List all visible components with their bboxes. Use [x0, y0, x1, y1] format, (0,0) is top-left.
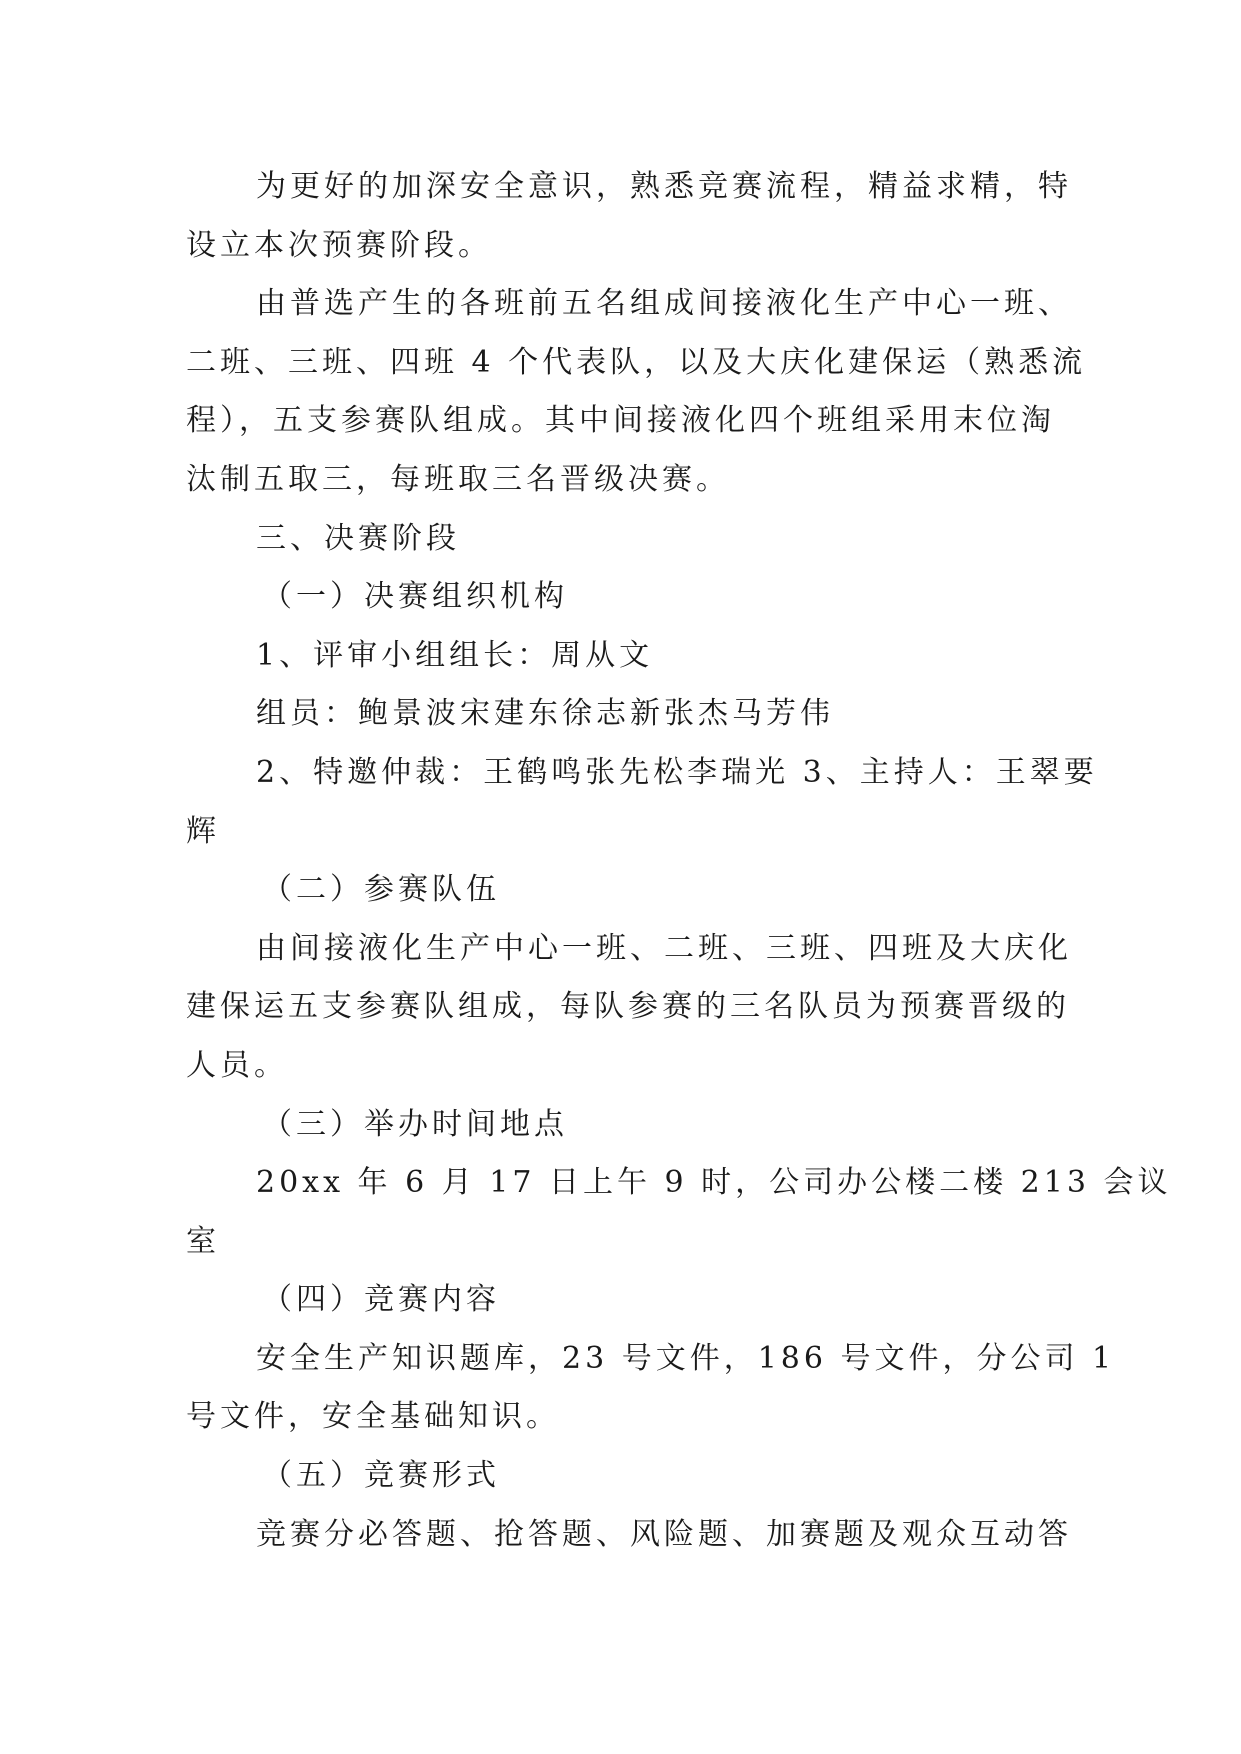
paragraph-line: 2、特邀仲裁：王鹤鸣张先松李瑞光 3、主持人：王翠要	[256, 754, 1098, 790]
paragraph-line: 由间接液化生产中心一班、二班、三班、四班及大庆化	[256, 930, 1072, 966]
paragraph-line: 汰制五取三，每班取三名晋级决赛。	[186, 461, 730, 497]
paragraph-line: 建保运五支参赛队组成，每队参赛的三名队员为预赛晋级的	[186, 989, 1070, 1025]
paragraph-line: 20xx 年 6 月 17 日上午 9 时，公司办公楼二楼 213 会议	[256, 1165, 1172, 1201]
paragraph-line: 室	[186, 1223, 220, 1259]
paragraph-line: 1、评审小组组长：周从文	[256, 637, 654, 673]
paragraph-line: 二班、三班、四班 4 个代表队，以及大庆化建保运（熟悉流	[186, 344, 1087, 380]
paragraph-line: 设立本次预赛阶段。	[186, 227, 492, 263]
paragraph-line: 由普选产生的各班前五名组成间接液化生产中心一班、	[256, 286, 1072, 322]
paragraph-line: 辉	[186, 813, 220, 849]
section-heading: 三、决赛阶段	[256, 520, 460, 556]
subsection-heading: （一）决赛组织机构	[262, 579, 568, 615]
paragraph-line: 竞赛分必答题、抢答题、风险题、加赛题及观众互动答	[256, 1516, 1072, 1552]
subsection-heading: （五）竞赛形式	[262, 1458, 500, 1494]
paragraph-line: 为更好的加深安全意识，熟悉竞赛流程，精益求精，特	[256, 169, 1072, 204]
subsection-heading: （四）竞赛内容	[262, 1282, 500, 1318]
paragraph-line: 组员：鲍景波宋建东徐志新张杰马芳伟	[256, 696, 834, 732]
paragraph-line: 号文件，安全基础知识。	[186, 1399, 560, 1435]
subsection-heading: （二）参赛队伍	[262, 872, 500, 908]
paragraph-line: 安全生产知识题库，23 号文件，186 号文件，分公司 1	[256, 1340, 1116, 1376]
document-body	[186, 158, 1172, 1564]
paragraph-line: 程），五支参赛队组成。其中间接液化四个班组采用末位淘	[186, 403, 1055, 439]
paragraph-line: 人员。	[186, 1047, 288, 1083]
subsection-heading: （三）举办时间地点	[262, 1106, 568, 1142]
